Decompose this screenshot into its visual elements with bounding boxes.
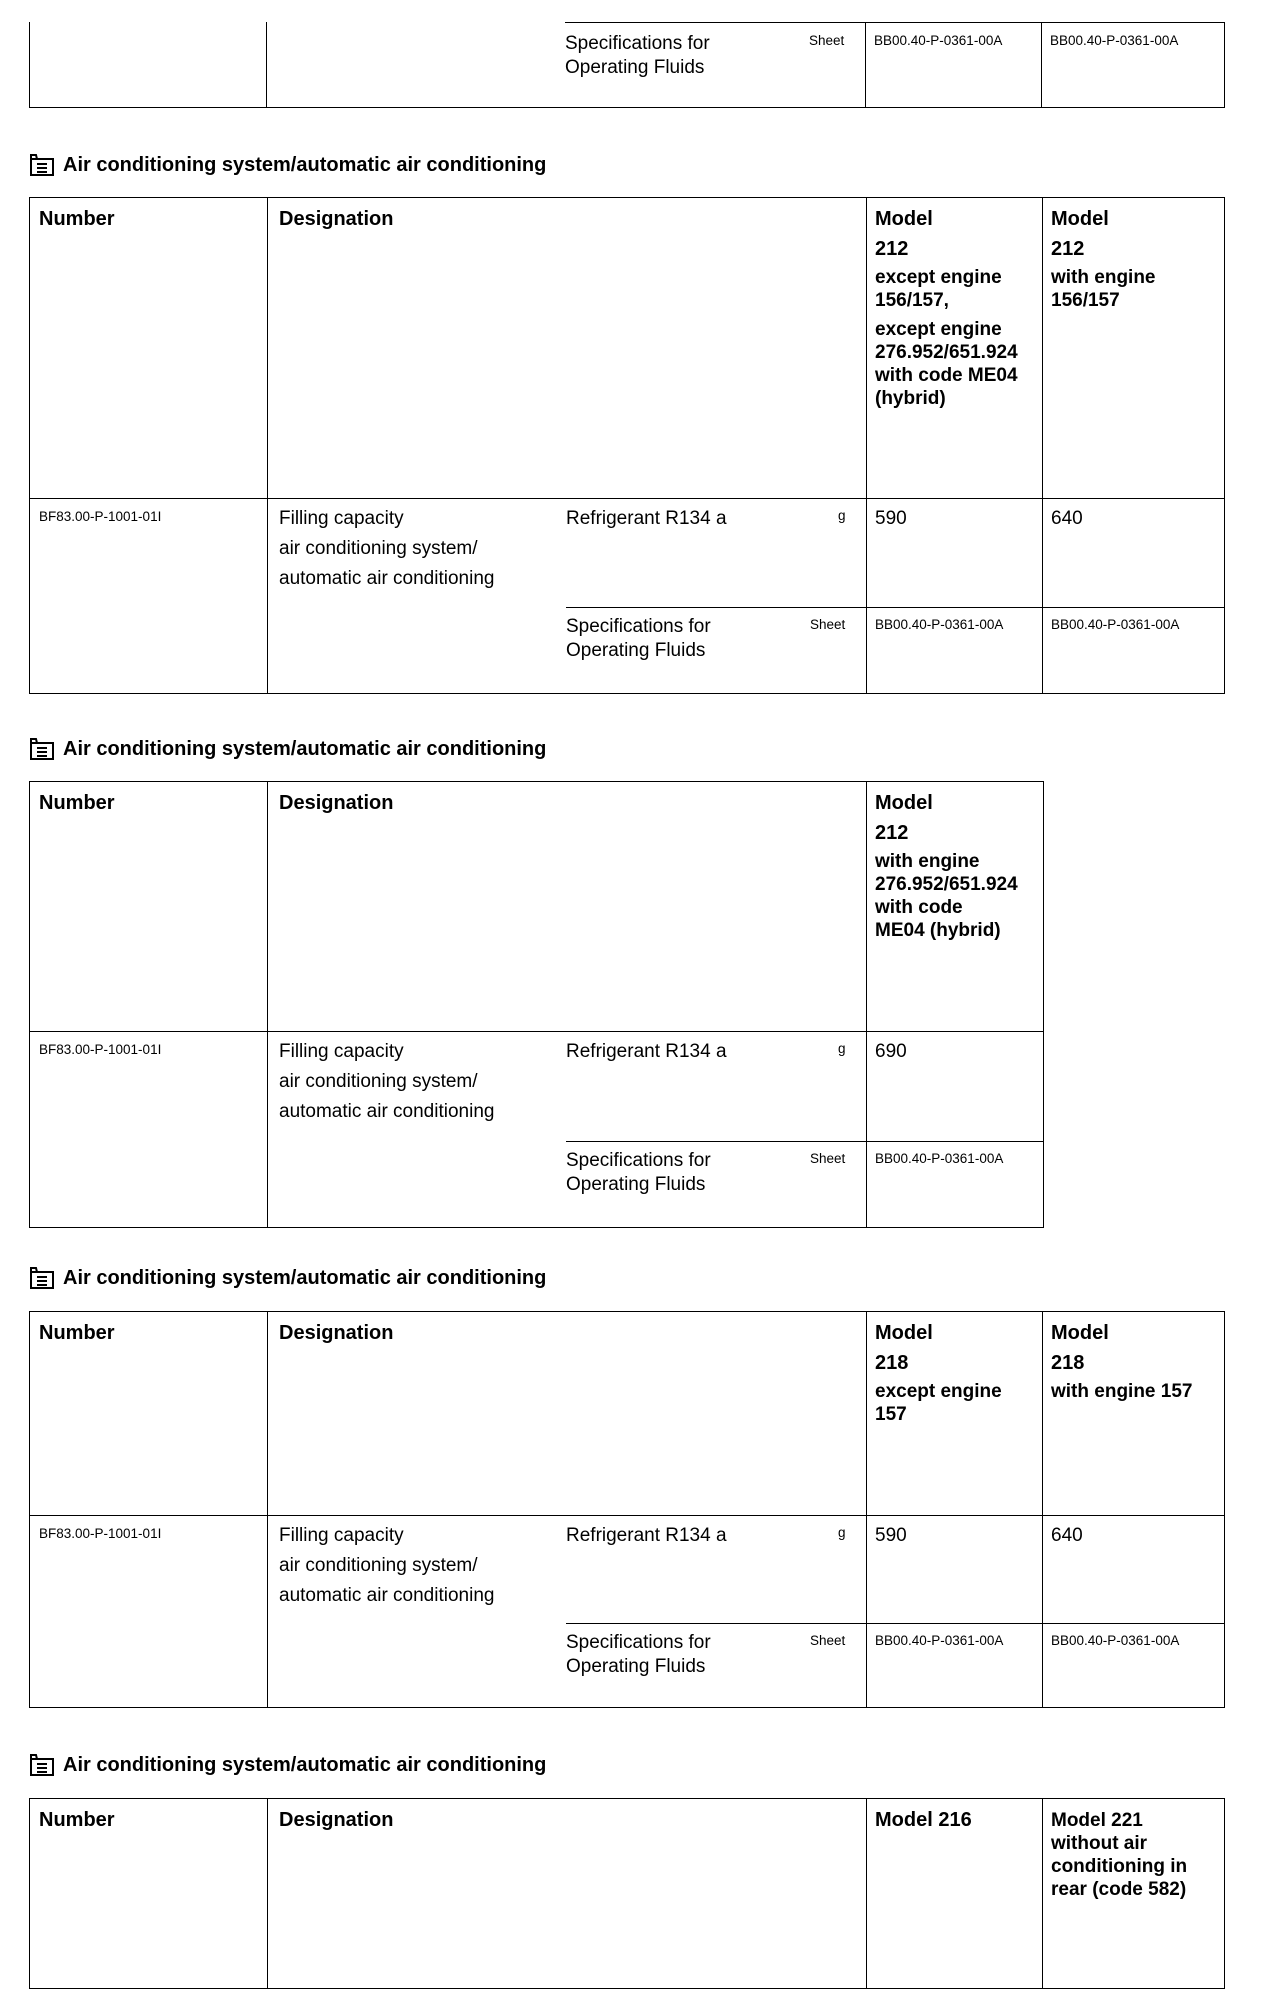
designation-line: Filling capacity (279, 1041, 404, 1062)
part-number: BF83.00-P-1001-01I (39, 509, 162, 524)
model-col-header: Model 216 (875, 1809, 972, 1831)
capacity-value: 640 (1051, 508, 1083, 529)
designation-line: automatic air conditioning (279, 568, 495, 589)
designation-line: Filling capacity (279, 508, 404, 529)
section-title: Air conditioning system/automatic air conditioning (63, 1266, 547, 1289)
unit: g (838, 1525, 846, 1540)
spec-label: Specifications for Operating Fluids (565, 33, 710, 78)
section-heading (29, 1753, 546, 1777)
model-col-header: Model 218 except engine 157 (875, 1322, 1002, 1425)
sheet-unit: Sheet (810, 1633, 846, 1648)
unit: g (838, 508, 846, 523)
section-heading (29, 153, 546, 177)
designation-line: air conditioning system/ (279, 1555, 478, 1576)
sheet-ref-2: BB00.40-P-0361-00A (1050, 33, 1179, 48)
col-designation-header: Designation (279, 1322, 394, 1344)
capacity-value: 690 (875, 1041, 907, 1062)
col-number-header: Number (39, 792, 115, 814)
part-number: BF83.00-P-1001-01I (39, 1526, 162, 1541)
col-number-header: Number (39, 208, 115, 230)
document-icon (29, 737, 55, 761)
document-icon (29, 153, 55, 177)
col-number-header: Number (39, 1809, 115, 1831)
designation-line: air conditioning system/ (279, 1071, 478, 1092)
designation-line: Filling capacity (279, 1525, 404, 1546)
spec-table (29, 1311, 1225, 1708)
model-col-header: Model 221 without air conditioning in rear (code 582) (1051, 1810, 1188, 1900)
sheet-ref: BB00.40-P-0361-00A (875, 1633, 1004, 1648)
model-col-header: Model 212 with engine 156/157 (1051, 208, 1156, 311)
unit: g (838, 1041, 846, 1056)
designation-line: automatic air conditioning (279, 1101, 495, 1122)
sheet-ref: BB00.40-P-0361-00A (875, 1151, 1004, 1166)
section-heading (29, 737, 546, 761)
fluid-item: Refrigerant R134 a (566, 508, 727, 529)
sheet-unit: Sheet (810, 617, 846, 632)
section-title: Air conditioning system/automatic air conditioning (63, 737, 547, 760)
spec-label: Specifications for Operating Fluids (566, 616, 711, 661)
spec-table (29, 197, 1225, 694)
capacity-value: 590 (875, 1525, 907, 1546)
sheet-unit: Sheet (810, 1151, 846, 1166)
col-number-header: Number (39, 1322, 115, 1344)
top-table-fragment (29, 22, 1225, 108)
model-col-header: Model 212 with engine 276.952/651.924 with code ME04 (hybrid) (875, 792, 1018, 941)
part-number: BF83.00-P-1001-01I (39, 1042, 162, 1057)
fluid-item: Refrigerant R134 a (566, 1525, 727, 1546)
document-icon (29, 1266, 55, 1290)
sheet-ref: BB00.40-P-0361-00A (1051, 1633, 1180, 1648)
spec-label: Specifications for Operating Fluids (566, 1632, 711, 1677)
sheet-ref: BB00.40-P-0361-00A (1051, 617, 1180, 632)
model-col-header: Model 218 with engine 157 (1051, 1322, 1193, 1402)
capacity-value: 640 (1051, 1525, 1083, 1546)
model-col-header: Model 212 except engine 156/157, except engine 276.952/651.924 with code ME04 (hybrid) (875, 208, 1018, 409)
spec-table (29, 1798, 1225, 1989)
col-designation-header: Designation (279, 1809, 394, 1831)
document-icon (29, 1753, 55, 1777)
sheet-ref-1: BB00.40-P-0361-00A (874, 33, 1003, 48)
fluid-item: Refrigerant R134 a (566, 1041, 727, 1062)
sheet-unit: Sheet (809, 33, 845, 48)
col-designation-header: Designation (279, 792, 394, 814)
spec-table (29, 781, 1044, 1228)
designation-line: automatic air conditioning (279, 1585, 495, 1606)
spec-label: Specifications for Operating Fluids (566, 1150, 711, 1195)
col-designation-header: Designation (279, 208, 394, 230)
section-title: Air conditioning system/automatic air conditioning (63, 1753, 547, 1776)
sheet-ref: BB00.40-P-0361-00A (875, 617, 1004, 632)
designation-line: air conditioning system/ (279, 538, 478, 559)
capacity-value: 590 (875, 508, 907, 529)
section-heading (29, 1266, 546, 1290)
section-title: Air conditioning system/automatic air conditioning (63, 153, 547, 176)
